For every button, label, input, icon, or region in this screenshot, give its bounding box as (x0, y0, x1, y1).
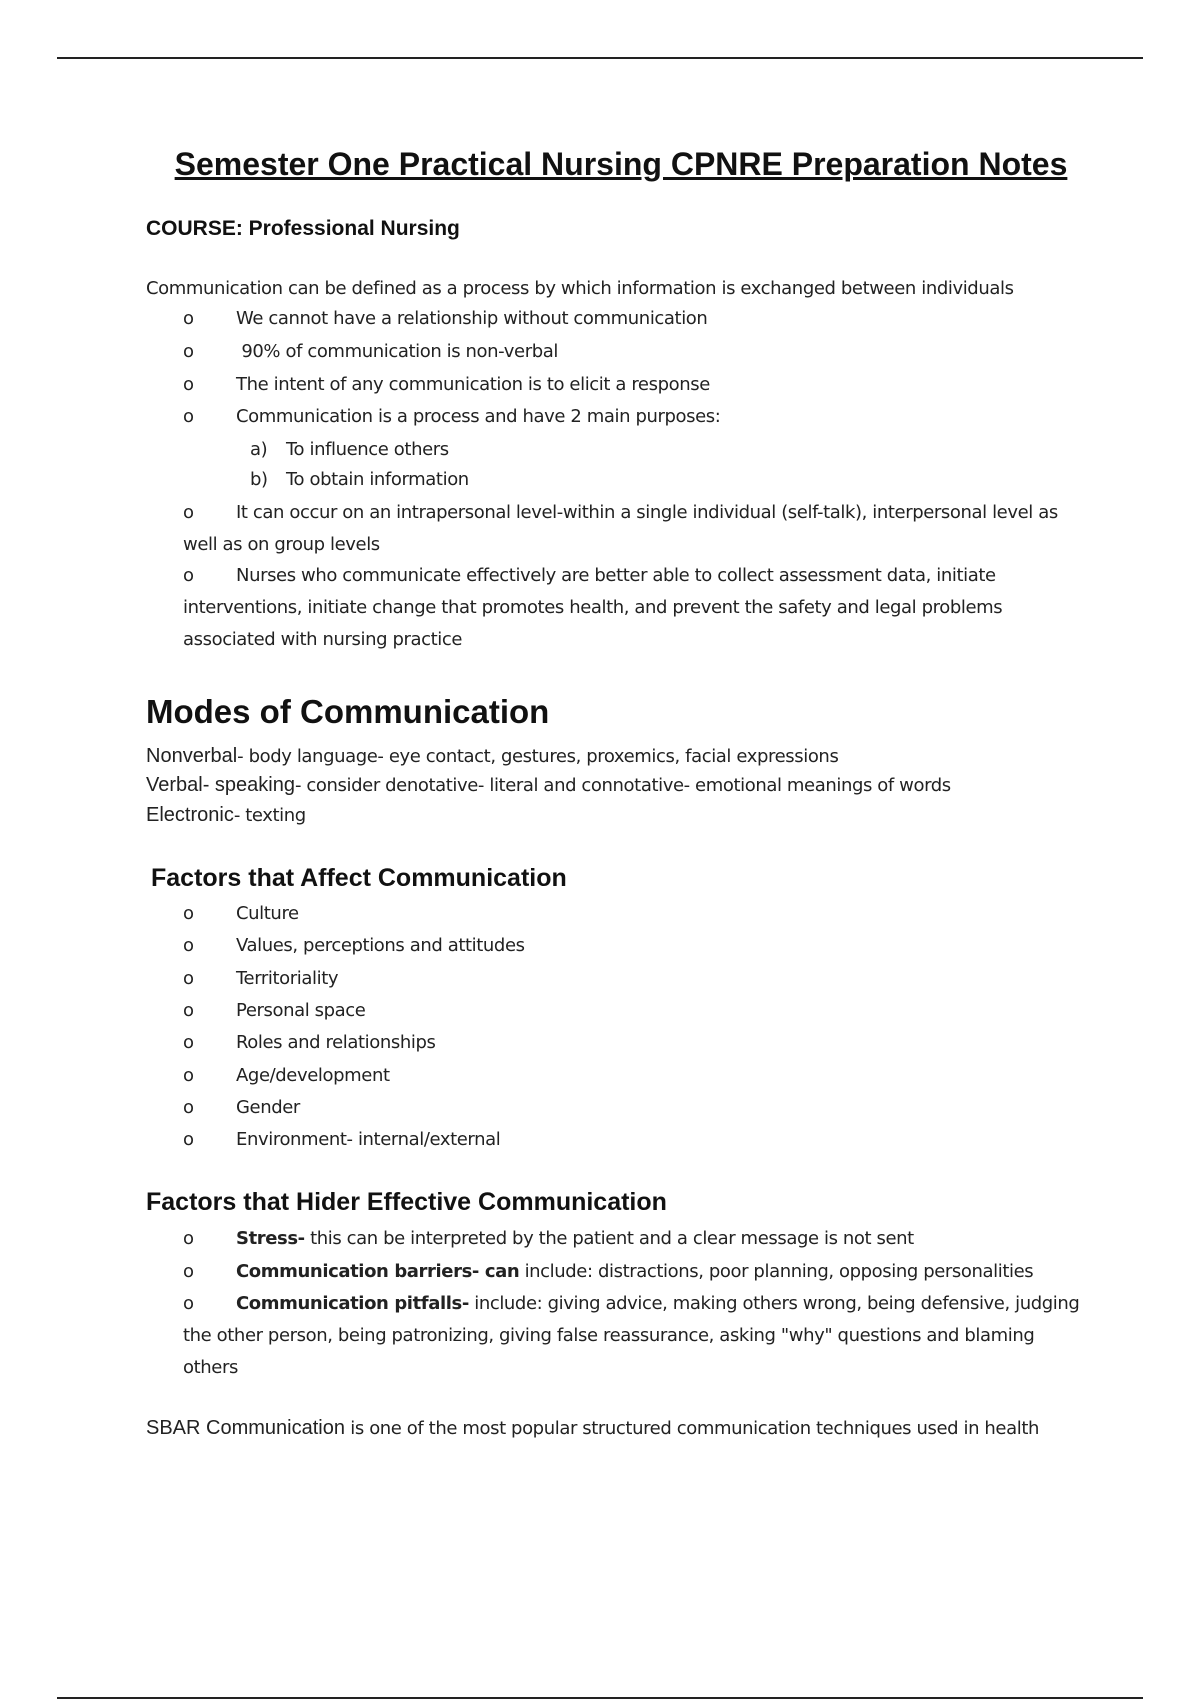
modes-heading: Modes of Communication (146, 693, 550, 730)
mode-line-verbal: Verbal- speaking- consider denotative- literal and connotative- emotional meanings of words (146, 774, 951, 796)
intro-paragraph: Communication can be defined as a process by which information is exchanged between individuals (146, 278, 1014, 299)
factors-heading: Factors that Affect Communication (151, 864, 567, 892)
list-item: o Stress- this can be interpreted by the patient and a clear message is not sent (183, 1228, 914, 1249)
list-item: o Territoriality (183, 968, 339, 989)
list-item: o Age/development (183, 1065, 390, 1086)
sub-list-item: b) To obtain information (250, 469, 469, 490)
sub-list-item: a) To influence others (250, 439, 449, 460)
document-title: Semester One Practical Nursing CPNRE Preparation Notes (174, 146, 1068, 182)
list-item: o Values, perceptions and attitudes (183, 935, 525, 956)
bottom-rule (57, 1697, 1143, 1699)
hinder-heading: Factors that Hider Effective Communication (146, 1188, 667, 1216)
list-item: o Communication pitfalls- include: giving advice, making others wrong, being defensive, judging the other person, being patronizing, giving false reassurance, asking "why" questions and blaming others (183, 1293, 1080, 1378)
top-rule (57, 57, 1143, 59)
list-item: o Gender (183, 1097, 300, 1118)
list-item: o Culture (183, 903, 299, 924)
list-item: o Nurses who communicate effectively are better able to collect assessment data, initiate interventions, initiate change that promotes health, and prevent the safety and legal problems associated with nursing practice (183, 565, 1003, 650)
course-heading: COURSE: Professional Nursing (146, 217, 460, 240)
list-item: o 90% of communication is non-verbal (183, 341, 558, 362)
mode-line-nonverbal: Nonverbal- body language- eye contact, gestures, proxemics, facial expressions (146, 745, 839, 767)
list-item: o Roles and relationships (183, 1032, 436, 1053)
list-item: o Environment- internal/external (183, 1129, 501, 1150)
sbar-paragraph: SBAR Communication is one of the most popular structured communication techniques used in health (146, 1417, 1039, 1439)
list-item: o Personal space (183, 1000, 366, 1021)
list-item: o Communication barriers- can include: distractions, poor planning, opposing personalities (183, 1261, 1034, 1282)
mode-line-electronic: Electronic- texting (146, 804, 306, 826)
list-item: o Communication is a process and have 2 main purposes: (183, 406, 721, 427)
list-item: o It can occur on an intrapersonal level-within a single individual (self-talk), interpersonal level as well as on group levels (183, 502, 1058, 555)
list-item: o We cannot have a relationship without communication (183, 308, 708, 329)
list-item: o The intent of any communication is to elicit a response (183, 374, 710, 395)
